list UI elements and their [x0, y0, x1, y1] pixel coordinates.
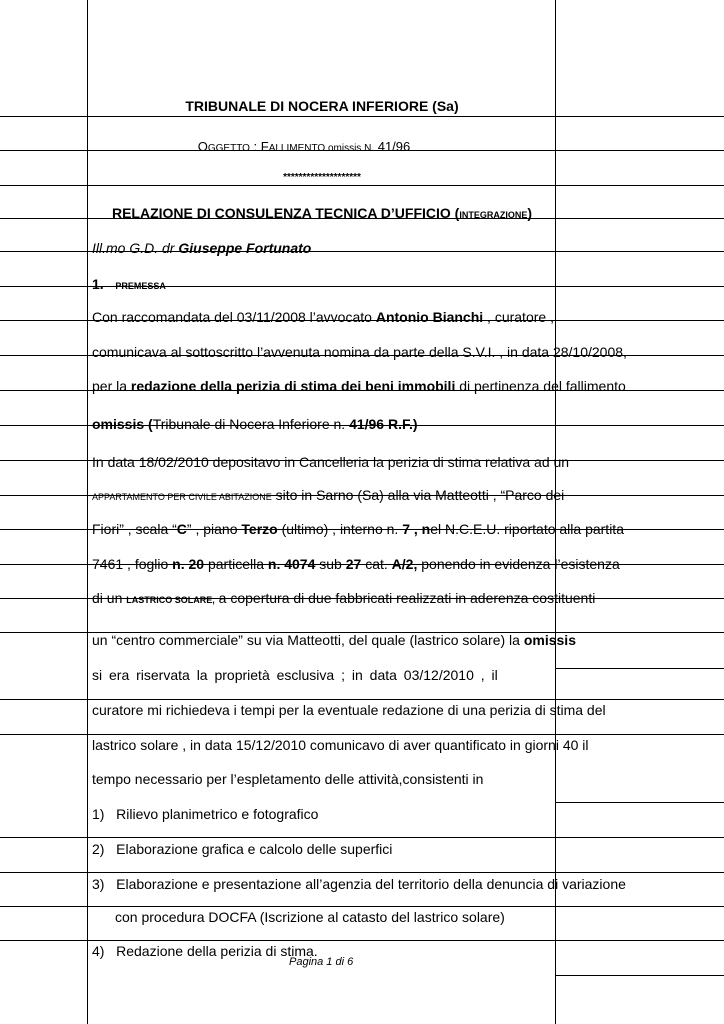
list-item: 2) Elaborazione grafica e calcolo delle superfici — [92, 841, 393, 857]
section-heading: 1. PREMESSA — [92, 276, 166, 292]
list-item: 3) Elaborazione e presentazione all’agenzia del territorio della denuncia di variazione — [92, 876, 626, 892]
body-line-10: un “centro commerciale” su via Matteotti, del quale (lastrico solare) la omissis — [92, 632, 576, 648]
body-line-7: Fiori” , scala “C” , piano Terzo (ultimo) , interno n. 7 , nel N.C.E.U. riportato alla partita — [92, 521, 624, 537]
list-item-continuation: con procedura DOCFA (Iscrizione al catasto del lastrico solare) — [115, 909, 505, 925]
body-line-9: di un LASTRICO SOLARE, a copertura di due fabbricati realizzati in aderenza costituenti — [92, 590, 596, 606]
rule-line — [555, 802, 724, 803]
body-line-6: APPARTAMENTO PER CIVILE ABITAZIONE sito in Sarno (Sa) alla via Matteotti , “Parco dei — [92, 487, 565, 503]
separator-stars: ******************** — [283, 172, 361, 183]
left-margin-line — [87, 0, 88, 1024]
page-number: Pagina 1 di 6 — [289, 956, 354, 968]
body-line-11: si era riservata la proprietà esclusiva ; in data 03/12/2010 , il — [92, 667, 498, 683]
body-line-4: omissis (Tribunale di Nocera Inferiore n. 41/96 R.F.) — [92, 416, 418, 432]
addressee: Ill.mo G.D. dr Giuseppe Fortunato — [92, 240, 312, 256]
rule-line — [0, 699, 724, 700]
body-line-12: curatore mi richiedeva i tempi per la eventuale redazione di una perizia di stima del — [92, 702, 606, 718]
body-line-5: In data 18/02/2010 depositavo in Cancelleria la perizia di stima relativa ad un — [92, 454, 570, 470]
body-line-3: per la redazione della perizia di stima dei beni immobili di pertinenza del fallimento — [92, 378, 626, 394]
rule-line — [555, 975, 724, 976]
list-item: 1) Rilievo planimetrico e fotografico — [92, 806, 319, 822]
rule-line — [0, 116, 724, 117]
right-margin-line — [555, 0, 556, 1024]
report-title: RELAZIONE DI CONSULENZA TECNICA D’UFFICIO (INTEGRAZIONE) — [111, 205, 533, 221]
rule-line — [0, 872, 724, 873]
body-line-1: Con raccomandata del 03/11/2008 l’avvocato Antonio Bianchi , curatore , — [92, 309, 554, 325]
body-line-14: tempo necessario per l’espletamento delle attività,consistenti in — [92, 771, 484, 787]
body-line-2: comunicava al sottoscritto l’avvenuta nomina da parte della S.V.I. , in data 28/10/2008, — [92, 344, 627, 360]
subject-line: OGGETTO : FALLIMENTO omissis N. 41/96 — [197, 139, 411, 154]
list-item: 4) Redazione della perizia di stima. — [92, 943, 318, 959]
court-title: TRIBUNALE DI NOCERA INFERIORE (Sa) — [185, 98, 459, 114]
body-line-13: lastrico solare , in data 15/12/2010 comunicavo di aver quantificato in giorni 40 il — [92, 737, 589, 753]
rule-line — [0, 940, 724, 941]
rule-line — [0, 906, 724, 907]
rule-line — [0, 734, 724, 735]
rule-line — [555, 668, 724, 669]
rule-line — [0, 185, 724, 186]
body-line-8: 7461 , foglio n. 20 particella n. 4074 sub 27 cat. A/2, ponendo in evidenza l’esistenza — [92, 556, 620, 572]
rule-line — [0, 837, 724, 838]
